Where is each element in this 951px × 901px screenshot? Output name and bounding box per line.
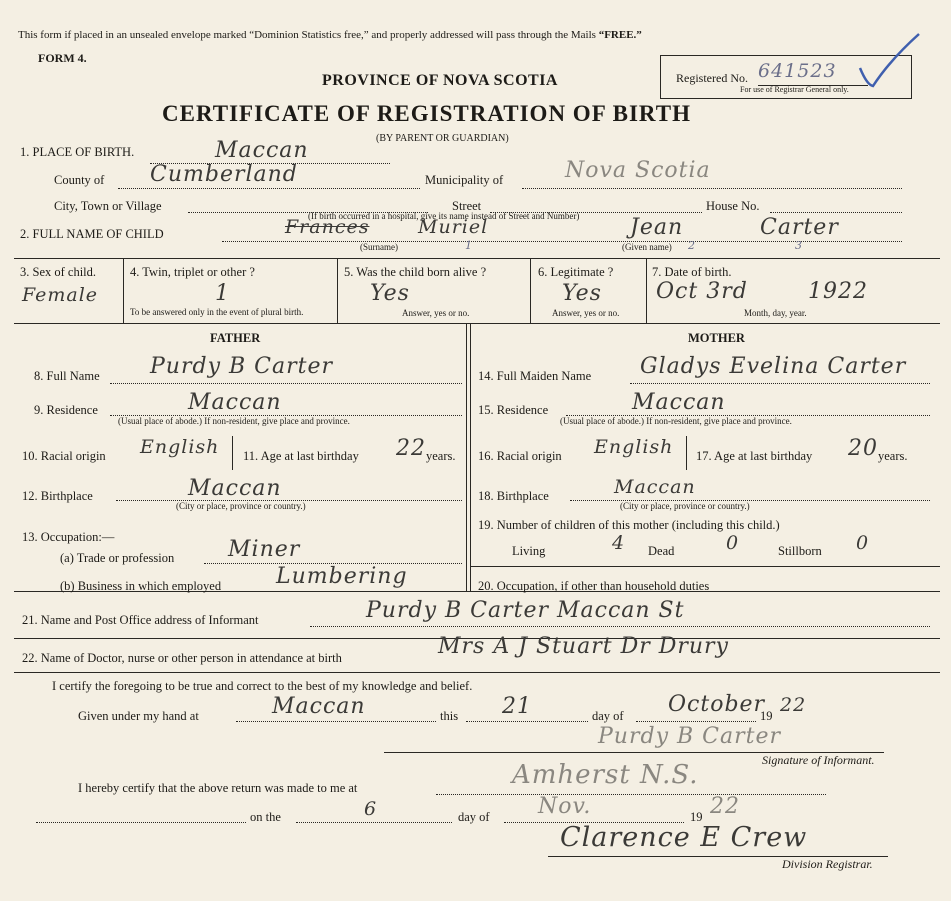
mark-3: 3 — [795, 239, 803, 252]
father-residence-note: (Usual place of abode.) If non-resident, give place and province. — [118, 416, 350, 426]
sex-value: Female — [22, 284, 99, 306]
father-racial-value: English — [140, 436, 220, 458]
registrar-label: Division Registrar. — [782, 857, 873, 871]
dayof-label: day of — [592, 709, 624, 723]
informant-line — [310, 626, 930, 627]
this-label: this — [440, 709, 459, 723]
doctor-label: 22. Name of Doctor, nurse or other person in attendance at birth — [22, 651, 342, 665]
mother-name-value: Gladys Evelina Carter — [640, 354, 907, 379]
legitimate-label: 6. Legitimate ? — [538, 265, 614, 279]
child-middle-name: Muriel — [418, 216, 489, 238]
twin-value: 1 — [215, 281, 230, 306]
page-title: CERTIFICATE OF REGISTRATION OF BIRTH — [162, 101, 691, 126]
alive-value: Yes — [370, 281, 410, 306]
cert-place: Maccan — [272, 694, 366, 719]
trade-label: (a) Trade or profession — [60, 551, 175, 565]
father-racial-divider — [232, 436, 233, 470]
registrar-day: 6 — [364, 798, 378, 820]
date-label: 7. Date of birth. — [652, 265, 732, 279]
mother-heading: MOTHER — [688, 331, 745, 345]
house-line — [770, 212, 902, 213]
place-of-birth-label: 1. PLACE OF BIRTH. — [20, 145, 135, 159]
father-racial-label: 10. Racial origin — [22, 449, 106, 463]
municipality-label: Municipality of — [425, 173, 504, 187]
father-heading: FATHER — [210, 331, 261, 345]
mother-age-label: 17. Age at last birthday — [696, 449, 813, 463]
mark-1: 1 — [465, 239, 473, 252]
given-under-label: Given under my hand at — [78, 709, 199, 723]
child-given-name: Jean — [630, 215, 684, 240]
registrar-day-line — [296, 822, 452, 823]
stillborn-value: 0 — [856, 532, 870, 554]
legitimate-value: Yes — [562, 281, 602, 306]
father-birthplace-label: 12. Birthplace — [22, 489, 93, 503]
row3-div3 — [530, 258, 531, 323]
municipality-value: Nova Scotia — [565, 158, 711, 183]
registrar-note: For use of Registrar General only. — [740, 85, 849, 94]
surname-label: (Surname) — [360, 242, 398, 252]
county-label: County of — [54, 173, 105, 187]
registrar-signature: Clarence E Crew — [560, 822, 808, 853]
mother-years-label: years. — [878, 449, 908, 463]
mother-birthplace-note: (City or place, province or country.) — [620, 501, 750, 511]
mother-residence-note: (Usual place of abode.) If non-resident, give place and province. — [560, 416, 792, 426]
street-label: Street — [452, 199, 482, 213]
mother-age-value: 20 — [848, 436, 878, 461]
mark-2: 2 — [688, 239, 696, 252]
cert-year: 22 — [780, 694, 807, 716]
on-the-label: on the — [250, 810, 281, 824]
mother-name-label: 14. Full Maiden Name — [478, 369, 592, 383]
province-title: PROVINCE OF NOVA SCOTIA — [322, 72, 558, 89]
cert-year-prefix: 19 — [760, 709, 773, 723]
place-of-birth-value: Maccan — [215, 138, 309, 163]
cert-place-line — [236, 721, 436, 722]
mother-residence-value: Maccan — [632, 390, 726, 415]
dead-value: 0 — [726, 532, 740, 554]
row22-bottom — [14, 672, 940, 673]
father-residence-label: 9. Residence — [34, 403, 98, 417]
registrar-dayof-label: day of — [458, 810, 490, 824]
mother-birthplace-label: 18. Birthplace — [478, 489, 549, 503]
cert-month: October — [668, 692, 766, 717]
sex-label: 3. Sex of child. — [20, 265, 97, 279]
father-birthplace-value: Maccan — [188, 476, 282, 501]
form-number: FORM 4. — [38, 51, 87, 65]
county-line — [118, 188, 420, 189]
mother-racial-value: English — [594, 436, 674, 458]
row3-div2 — [337, 258, 338, 323]
parents-divider — [466, 323, 467, 591]
parents-divider-2 — [470, 323, 471, 591]
hospital-note: (If birth occurred in a hospital, give its name instead of Street and Number) — [308, 211, 580, 221]
registrar-month: Nov. — [538, 794, 592, 819]
row3-top — [14, 258, 940, 259]
mother-occ-top — [470, 566, 940, 567]
municipality-line — [522, 188, 902, 189]
struck-name: Frances — [285, 216, 370, 238]
father-birthplace-note: (City or place, province or country.) — [176, 501, 306, 511]
father-residence-value: Maccan — [188, 390, 282, 415]
twin-label: 4. Twin, triplet or other ? — [130, 265, 255, 279]
father-name-label: 8. Full Name — [34, 369, 100, 383]
registrar-place: Amherst N.S. — [512, 760, 699, 790]
cert-day-line — [466, 721, 588, 722]
registrar-year-prefix: 19 — [690, 810, 703, 824]
mother-racial-label: 16. Racial origin — [478, 449, 562, 463]
alive-label: 5. Was the child born alive ? — [344, 265, 487, 279]
child-surname: Carter — [760, 215, 839, 240]
cert-day: 21 — [502, 694, 532, 719]
father-name-value: Purdy B Carter — [150, 354, 333, 379]
living-label: Living — [512, 544, 546, 558]
mother-residence-label: 15. Residence — [478, 403, 549, 417]
cert-month-line — [636, 721, 756, 722]
trade-value: Miner — [228, 537, 301, 562]
registrar-year: 22 — [710, 794, 740, 819]
father-occupation-label: 13. Occupation:— — [22, 530, 115, 544]
alive-note: Answer, yes or no. — [402, 308, 470, 318]
registered-label: Registered No. — [676, 71, 748, 85]
date-month-day: Oct 3rd — [656, 279, 748, 304]
registrar-certify: I hereby certify that the above return was made to me at — [78, 781, 358, 795]
father-age-label: 11. Age at last birthday — [243, 449, 359, 463]
stillborn-label: Stillborn — [778, 544, 822, 558]
child-name-label: 2. FULL NAME OF CHILD — [20, 227, 164, 241]
father-years-label: years. — [426, 449, 456, 463]
twin-note: To be answered only in the event of plural birth. — [130, 307, 304, 317]
row3-div4 — [646, 258, 647, 323]
page-subtitle: (BY PARENT OR GUARDIAN) — [376, 133, 509, 144]
certify-text: I certify the foregoing to be true and correct to the best of my knowledge and belief. — [52, 679, 473, 693]
house-label: House No. — [706, 199, 760, 213]
legitimate-note: Answer, yes or no. — [552, 308, 620, 318]
informant-label: 21. Name and Post Office address of Informant — [22, 613, 259, 627]
county-value: Cumberland — [150, 162, 298, 187]
mother-birthplace-value: Maccan — [614, 476, 696, 498]
city-label: City, Town or Village — [54, 199, 162, 213]
mother-occupation-label: 20. Occupation, if other than household duties — [478, 579, 710, 593]
postal-notice-free: “FREE.” — [598, 29, 642, 41]
business-label: (b) Business in which employed — [60, 579, 222, 593]
date-note: Month, day, year. — [744, 308, 807, 318]
registered-number: 641523 — [758, 60, 837, 82]
row3-bottom — [14, 323, 940, 324]
living-value: 4 — [612, 532, 626, 554]
given-name-label: (Given name) — [622, 242, 672, 252]
checkmark-icon — [855, 30, 925, 90]
dead-label: Dead — [648, 544, 675, 558]
row3-div1 — [123, 258, 124, 323]
registrar-lead-line — [36, 822, 246, 823]
informant-signature: Purdy B Carter — [598, 724, 781, 749]
registrar-place-line — [436, 794, 826, 795]
mother-name-line — [630, 383, 930, 384]
informant-value: Purdy B Carter Maccan St — [366, 598, 685, 623]
postal-notice-text: This form if placed in an unsealed envelope marked “Dominion Statistics free,” and properly addressed will pass through the Mails — [18, 29, 599, 41]
signature-label: Signature of Informant. — [762, 753, 875, 767]
mother-racial-divider — [686, 436, 687, 470]
father-name-line — [110, 383, 462, 384]
father-age-value: 22 — [396, 436, 426, 461]
children-label: 19. Number of children of this mother (including this child.) — [478, 518, 780, 532]
postal-notice — [18, 30, 642, 41]
business-value: Lumbering — [276, 564, 408, 589]
date-year: 1922 — [808, 279, 868, 304]
doctor-value: Mrs A J Stuart Dr Drury — [438, 634, 729, 659]
